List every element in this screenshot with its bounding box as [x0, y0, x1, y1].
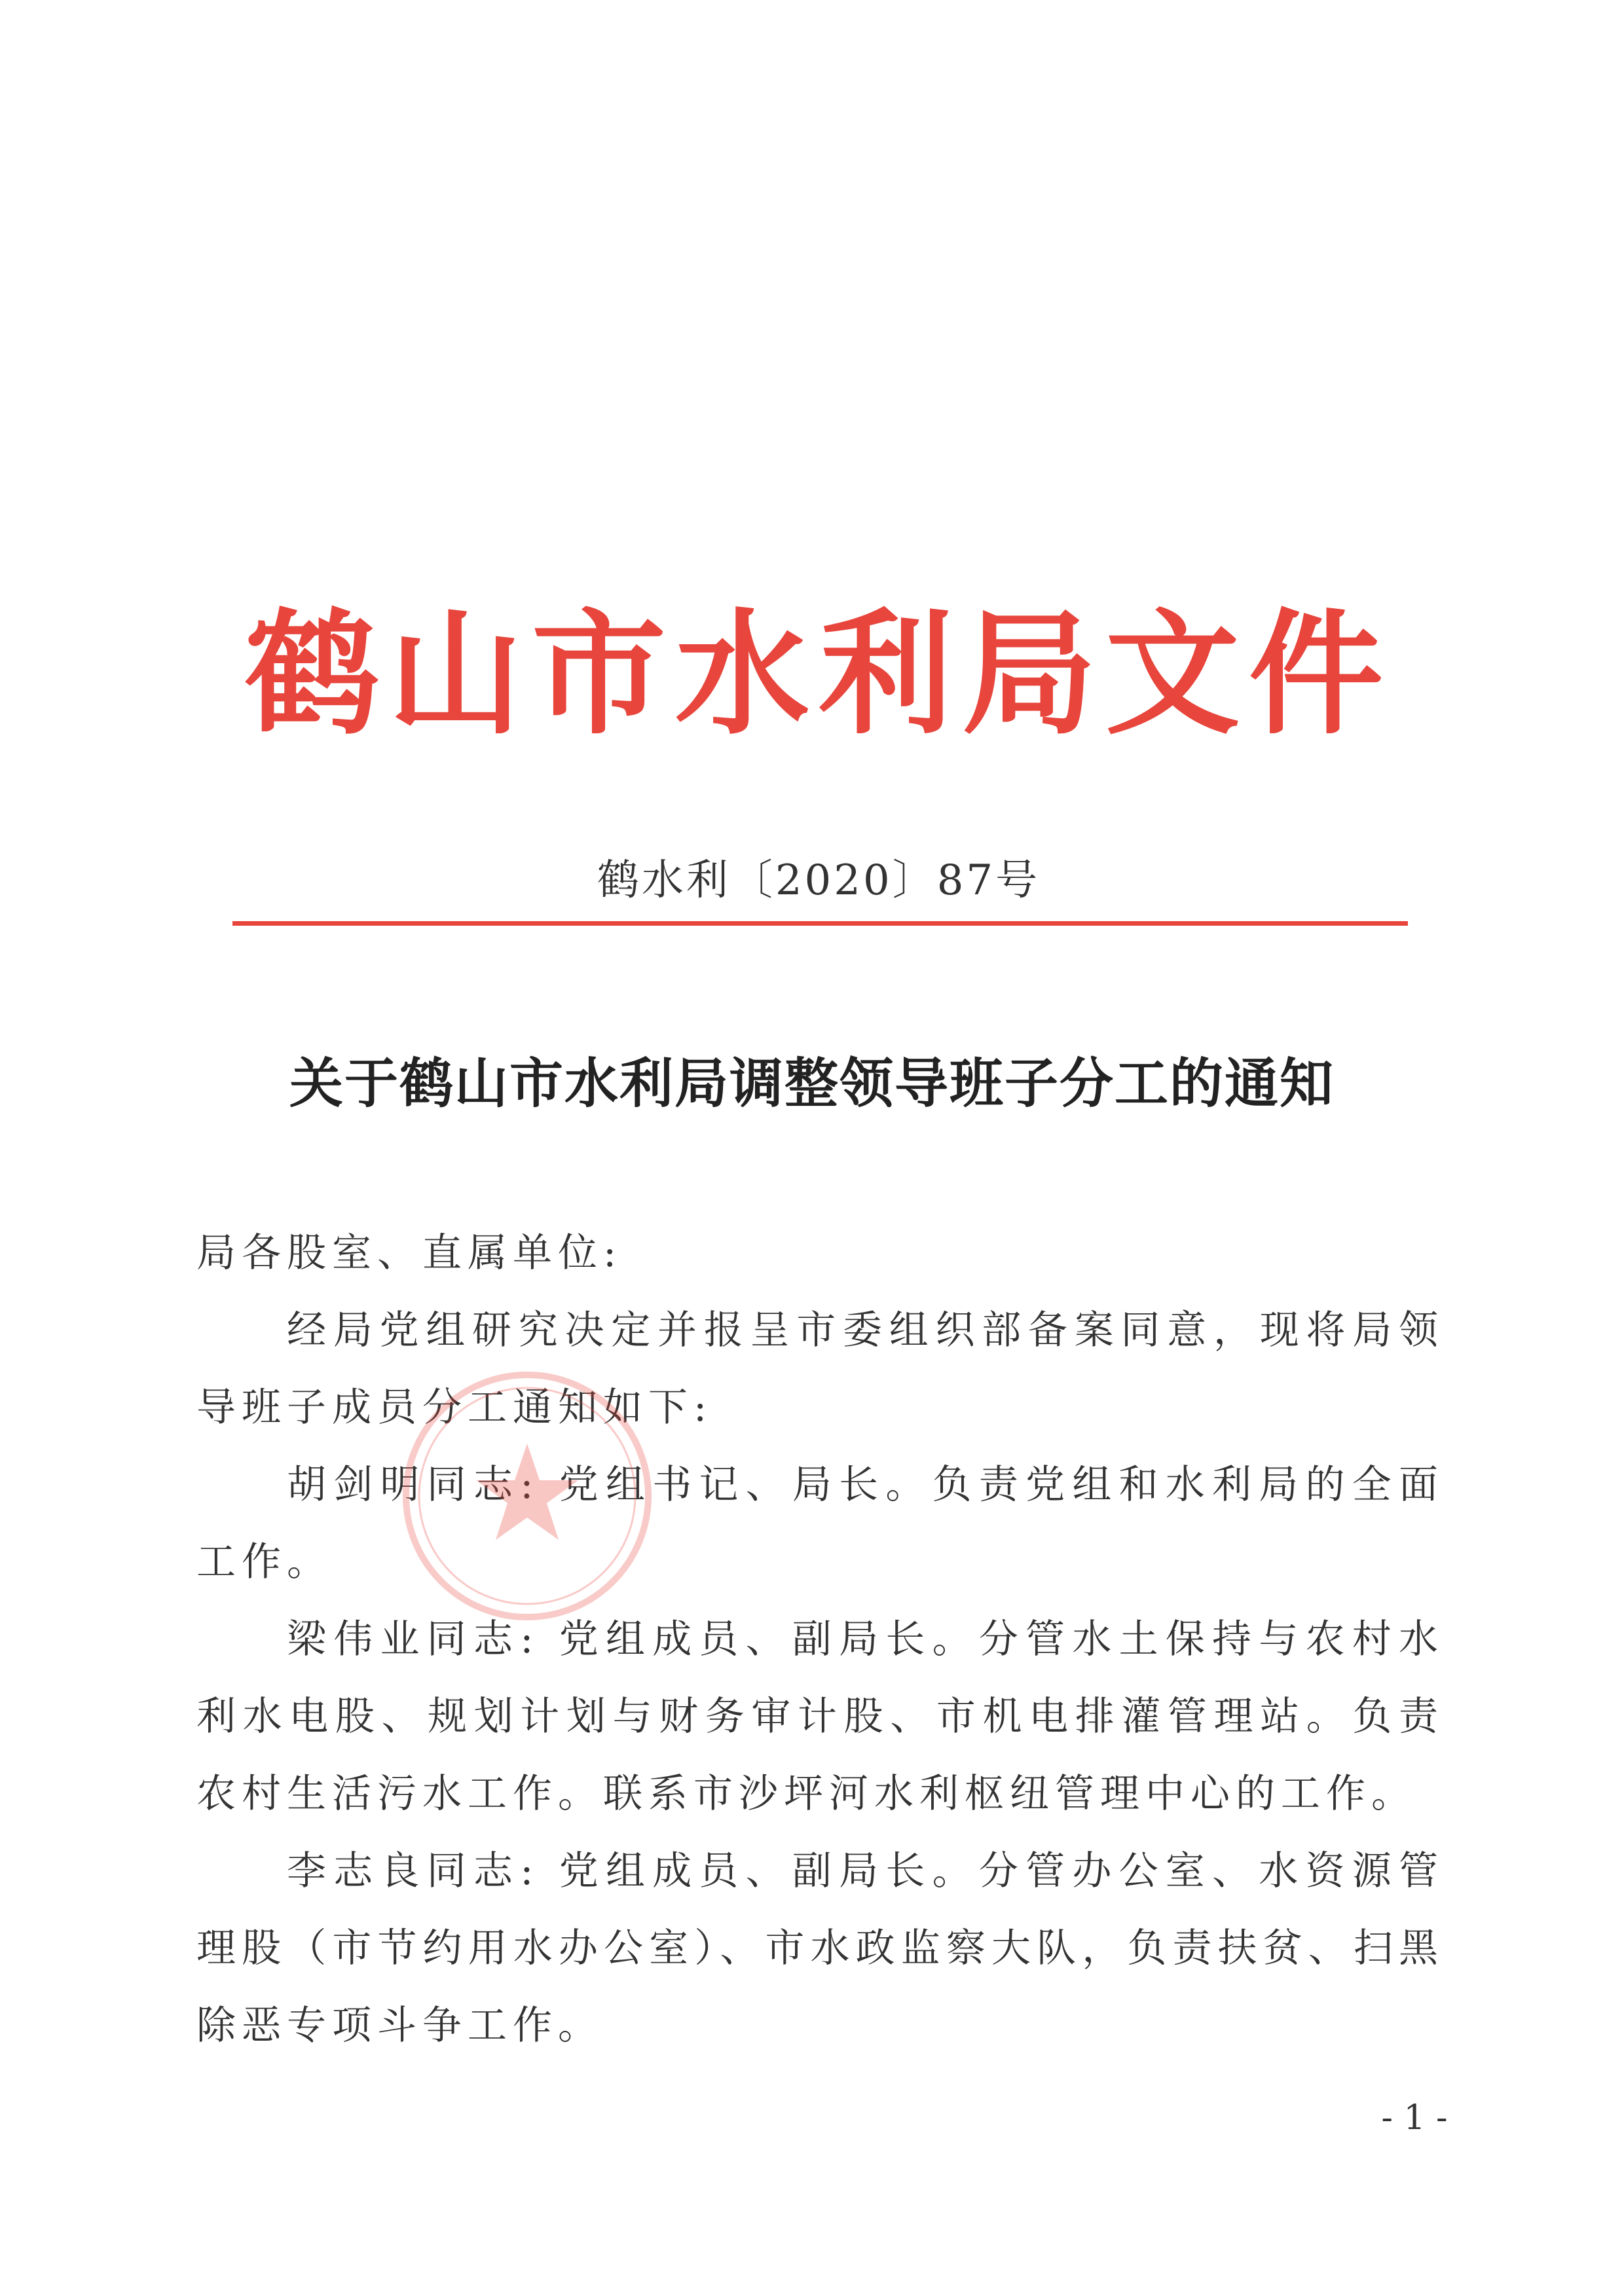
document-number: 鹤水利〔2020〕87号	[597, 856, 1041, 905]
body-paragraph: 经局党组研究决定并报呈市委组织部备案同意，现将局领导班子成员分工通知如下:	[196, 1307, 1444, 1430]
document-title: 关于鹤山市水利局调整领导班子分工的通知	[289, 1052, 1335, 1115]
body-paragraph: 李志良同志: 党组成员、副局长。分管办公室、水资源管理股（市节约用水办公室）、市水政监察大队，负责扶贫、扫黑除恶专项斗争工作。	[196, 1848, 1444, 2049]
page-number: - 1 -	[1381, 2098, 1448, 2138]
salutation: 局各股室、直属单位:	[196, 1230, 623, 1276]
red-divider-line	[232, 921, 1408, 926]
body-paragraph: 胡剑明同志: 党组书记、局长。负责党组和水利局的全面工作。	[196, 1462, 1444, 1585]
body-paragraph: 梁伟业同志: 党组成员、副局长。分管水土保持与农村水利水电股、规划计划与财务审计股、市机电排灌管理站。负责农村生活污水工作。联系市沙坪河水利枢纽管理中心的工作。	[196, 1616, 1444, 1817]
org-header: 鹤山市水利局文件	[245, 596, 1392, 753]
document-body	[196, 1214, 1444, 2064]
